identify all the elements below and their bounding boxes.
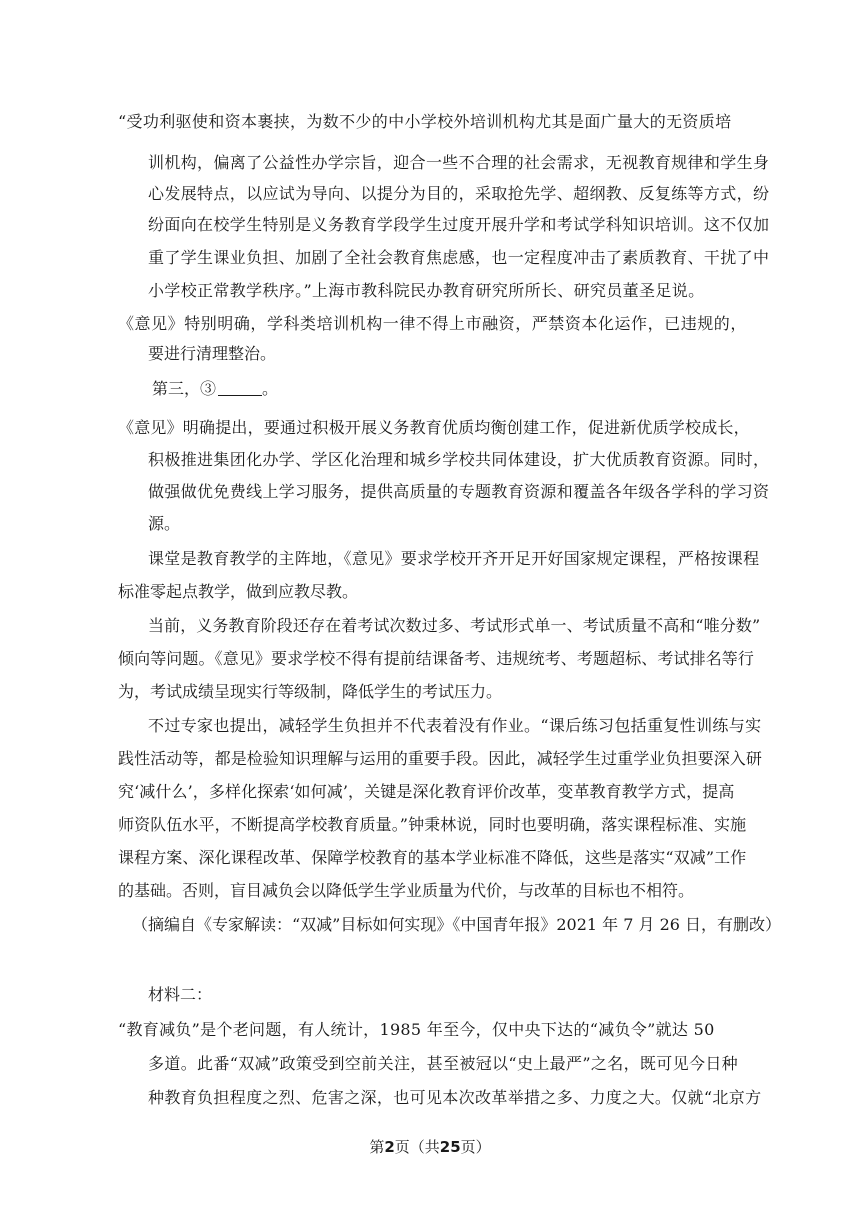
page-footer	[0, 1138, 860, 1156]
text-line: 重了学生课业负担、加剧了全社会教育焦虑感，也一定程度冲击了素质教育、干扰了中	[148, 248, 770, 267]
answer-blank	[218, 381, 262, 396]
text-line: 源。	[148, 514, 181, 533]
text-line: 倾向等问题。《意见》要求学校不得有提前结课备考、违规统考、考题超标、考试排名等行	[118, 649, 755, 668]
text-line: 种教育负担程度之烈、危害之深，也可见本次改革举措之多、力度之大。仅就“北京方	[148, 1088, 762, 1107]
text-line: 《意见》明确提出，要通过积极开展义务教育优质均衡创建工作，促进新优质学校成长，	[118, 418, 750, 437]
text-line: 标准零起点教学，做到应教尽教。	[118, 582, 359, 601]
text-line: 究‘减什么’，多样化探索‘如何减’，关键是深化教育评价改革，变革教育教学方式，提高	[118, 782, 735, 801]
text-line: 的基础。否则，盲目减负会以降低学生学业质量为代价，与改革的目标也不相符。	[118, 881, 695, 900]
text-line: 《意见》特别明确，学科类培训机构一律不得上市融资，严禁资本化运作，已违规的，	[118, 314, 747, 333]
text-line: 课程方案、深化课程改革、保障学校教育的基本学业标准不降低，这些是落实“双减”工作	[118, 848, 747, 867]
page-number: 2	[384, 1138, 395, 1156]
question-blank-line	[152, 379, 278, 399]
text-line: 纷面向在校学生特别是义务教育学段学生过度开展升学和考试学科知识培训。这不仅加	[148, 215, 770, 234]
footer-suffix: 页）	[460, 1138, 491, 1156]
text-line: 要进行清理整治。	[148, 344, 277, 363]
blank-prefix: 第三，③	[152, 379, 217, 398]
text-line: 践性活动等，都是检验知识理解与运用的重要手段。因此，减轻学生过重学业负担要深入研	[118, 749, 763, 768]
source-citation: （摘编自《专家解读：“双减”目标如何实现》《中国青年报》2021 年 7 月 26 日，有删改）	[132, 915, 782, 934]
text-line: 当前，义务教育阶段还存在着考试次数过多、考试形式单一、考试质量不高和“唯分数”	[148, 616, 761, 635]
text-line: 不过专家也提出，减轻学生负担并不代表着没有作业。“课后练习包括重复性训练与实	[148, 716, 762, 735]
text-line: 积极推进集团化办学、学区化治理和城乡学校共同体建设，扩大优质教育资源。同时，	[148, 450, 770, 469]
text-line: 训机构，偏离了公益性办学宗旨，迎合一些不合理的社会需求，无视教育规律和学生身	[148, 153, 770, 172]
section-heading: 材料二：	[148, 985, 213, 1004]
text-line: 心发展特点，以应试为导向、以提分为目的，采取抢先学、超纲教、反复练等方式，纷	[148, 184, 770, 203]
text-line: 多道。此番“双减”政策受到空前关注，甚至被冠以“史上最严”之名，既可见今日种	[148, 1054, 739, 1073]
text-line: 课堂是教育教学的主阵地，《意见》要求学校开齐开足开好国家规定课程，严格按课程	[148, 549, 760, 568]
total-pages: 25	[439, 1138, 461, 1156]
text-line: 师资队伍水平，不断提高学校教育质量。”钟秉林说，同时也要明确，落实课程标准、实施	[118, 815, 747, 834]
text-line: “教育减负”是个老问题，有人统计，1985 年至今，仅中央下达的“减负令”就达 50	[118, 1020, 715, 1039]
footer-prefix: 第	[369, 1138, 385, 1156]
footer-middle: 页（共	[394, 1138, 440, 1156]
blank-suffix: 。	[262, 379, 279, 398]
text-line: 小学校正常教学秩序。”上海市教科院民办教育研究所所长、研究员董圣足说。	[148, 281, 705, 300]
text-line: 为，考试成绩呈现实行等级制，降低学生的考试压力。	[118, 682, 503, 701]
text-line: “受功利驱使和资本裹挟，为数不少的中小学校外培训机构尤其是面广量大的无资质培	[118, 112, 732, 131]
text-line: 做强做优免费线上学习服务，提供高质量的专题教育资源和覆盖各年级各学科的学习资	[148, 482, 770, 501]
